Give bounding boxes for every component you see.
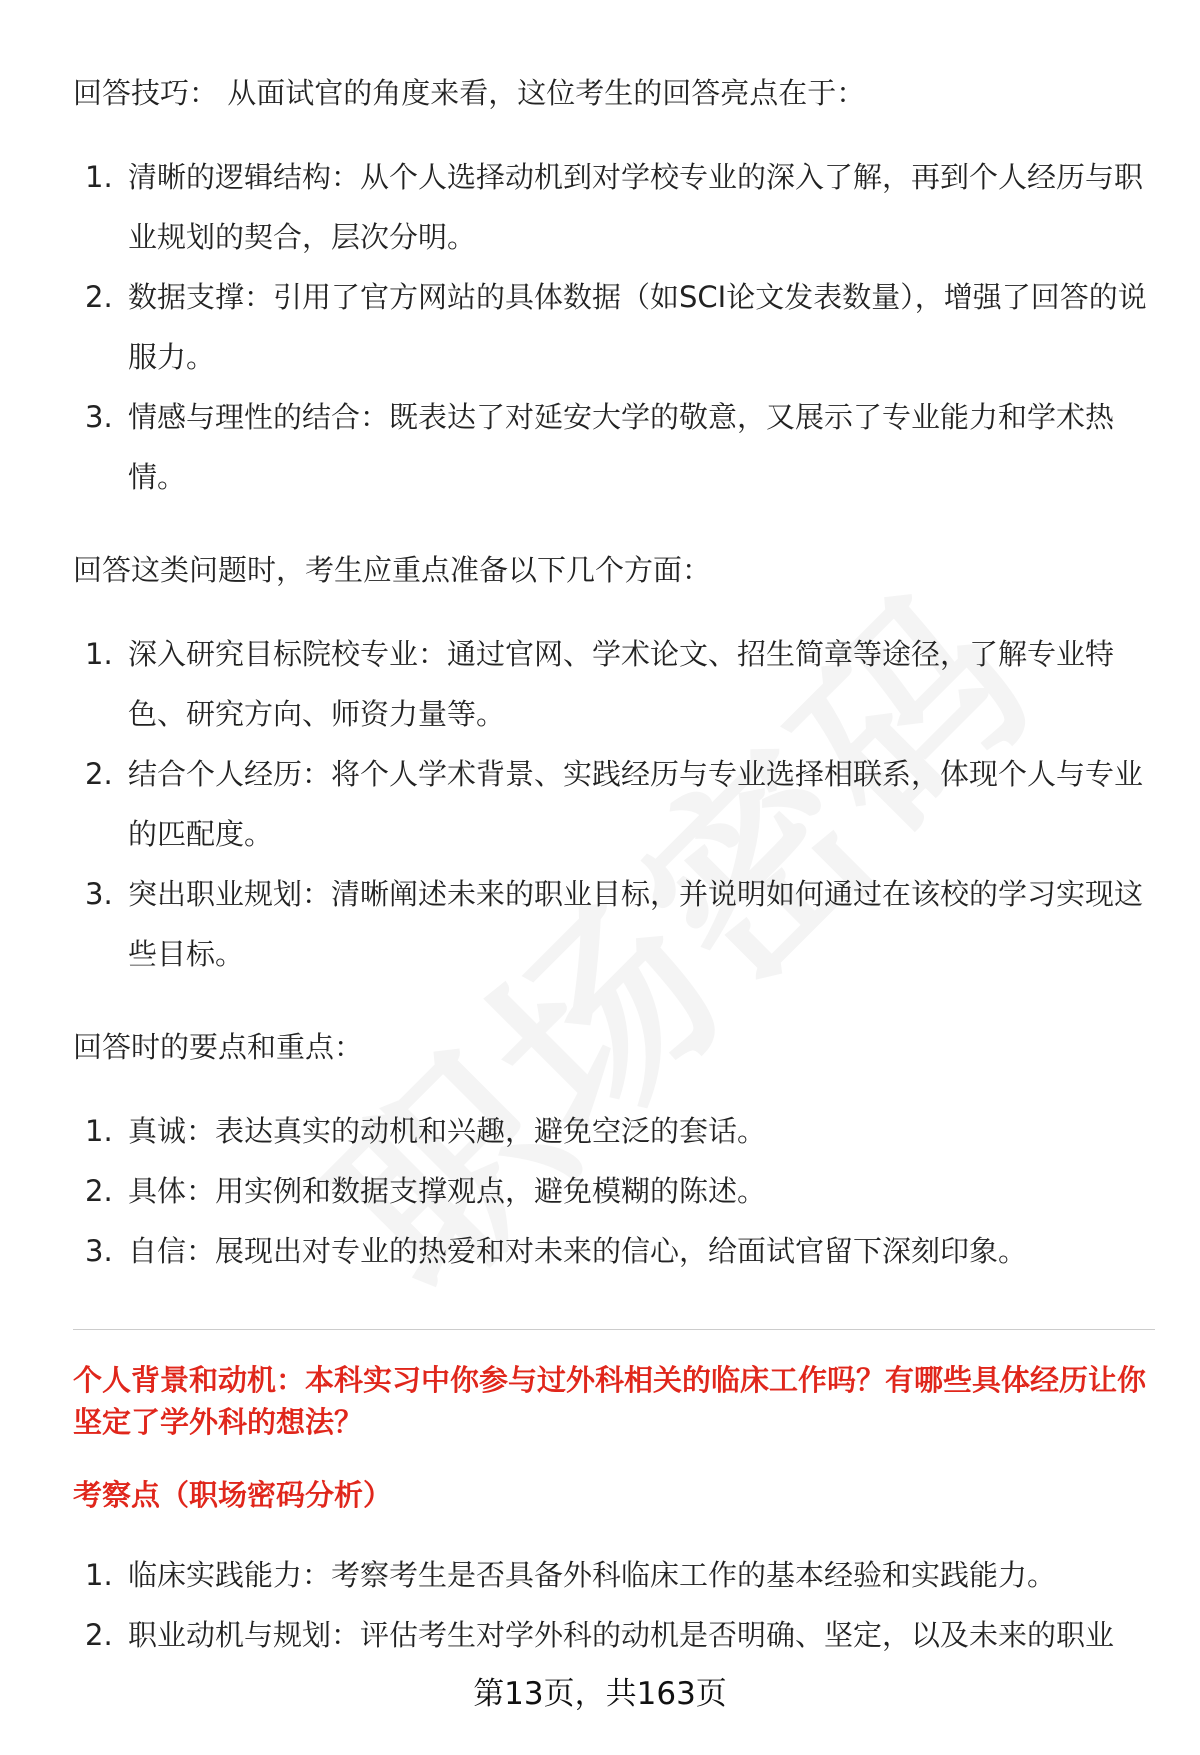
list-number: 1.	[85, 1114, 113, 1148]
list-number: 2.	[85, 1618, 113, 1652]
keypoints-list	[73, 1101, 1163, 1281]
list-item	[73, 1545, 1163, 1605]
list-item	[73, 147, 1163, 267]
list-number: 3.	[85, 1234, 113, 1268]
list-item	[73, 744, 1163, 864]
list-item	[73, 387, 1163, 507]
section-divider	[73, 1329, 1155, 1330]
list-text: 职业动机与规划：评估考生对学外科的动机是否明确、坚定，以及未来的职业	[128, 1618, 1115, 1652]
list-text: 数据支撑：引用了官方网站的具体数据（如SCI论文发表数量），增强了回答的说服力。	[128, 280, 1147, 374]
list-text: 情感与理性的结合：既表达了对延安大学的敬意，又展示了专业能力和学术热情。	[128, 400, 1115, 494]
list-text: 自信：展现出对专业的热爱和对未来的信心，给面试官留下深刻印象。	[128, 1234, 1028, 1268]
list-number: 1.	[85, 160, 113, 194]
list-number: 3.	[85, 877, 113, 911]
list-number: 1.	[85, 1558, 113, 1592]
list-number: 2.	[85, 280, 113, 314]
intro-tip-block	[73, 63, 1163, 123]
highlights-list-block	[73, 147, 1163, 507]
list-number: 1.	[85, 637, 113, 671]
list-text: 结合个人经历：将个人学术背景、实践经历与专业选择相联系，体现个人与专业的匹配度。	[128, 757, 1144, 851]
question-heading: 个人背景和动机：本科实习中你参与过外科相关的临床工作吗？有哪些具体经历让你坚定了学外科的想法？	[73, 1363, 1147, 1439]
keypoints-heading-block	[73, 1017, 1163, 1077]
analysis-list-block	[73, 1545, 1163, 1665]
list-item	[73, 864, 1163, 984]
prepare-heading-block	[73, 540, 1163, 600]
list-item	[73, 267, 1163, 387]
analysis-heading: 考察点（职场密码分析）	[73, 1478, 393, 1512]
prepare-list-block	[73, 624, 1163, 984]
list-item	[73, 1101, 1163, 1161]
list-text: 真诚：表达真实的动机和兴趣，避免空泛的套话。	[128, 1114, 767, 1148]
list-text: 深入研究目标院校专业：通过官网、学术论文、招生简章等途径，了解专业特色、研究方向、师资力量等。	[128, 637, 1115, 731]
list-item	[73, 1221, 1163, 1281]
keypoints-heading: 回答时的要点和重点：	[73, 1030, 364, 1064]
list-item	[73, 1161, 1163, 1221]
page-footer: 第13页，共163页	[473, 1676, 727, 1712]
keypoints-list-block	[73, 1101, 1163, 1281]
list-text: 突出职业规划：清晰阐述未来的职业目标，并说明如何通过在该校的学习实现这些目标。	[128, 877, 1144, 971]
highlights-list	[73, 147, 1163, 507]
prepare-heading: 回答这类问题时，考生应重点准备以下几个方面：	[73, 553, 712, 587]
intro-tip: 回答技巧： 从面试官的角度来看，这位考生的回答亮点在于：	[73, 76, 866, 110]
list-text: 清晰的逻辑结构：从个人选择动机到对学校专业的深入了解，再到个人经历与职业规划的契合，层次分明。	[128, 160, 1144, 254]
list-number: 2.	[85, 757, 113, 791]
list-text: 具体：用实例和数据支撑观点，避免模糊的陈述。	[128, 1174, 767, 1208]
list-item	[73, 1605, 1163, 1665]
list-number: 3.	[85, 400, 113, 434]
list-item	[73, 624, 1163, 744]
list-number: 2.	[85, 1174, 113, 1208]
analysis-list	[73, 1545, 1163, 1665]
prepare-list	[73, 624, 1163, 984]
list-text: 临床实践能力：考察考生是否具备外科临床工作的基本经验和实践能力。	[128, 1558, 1057, 1592]
